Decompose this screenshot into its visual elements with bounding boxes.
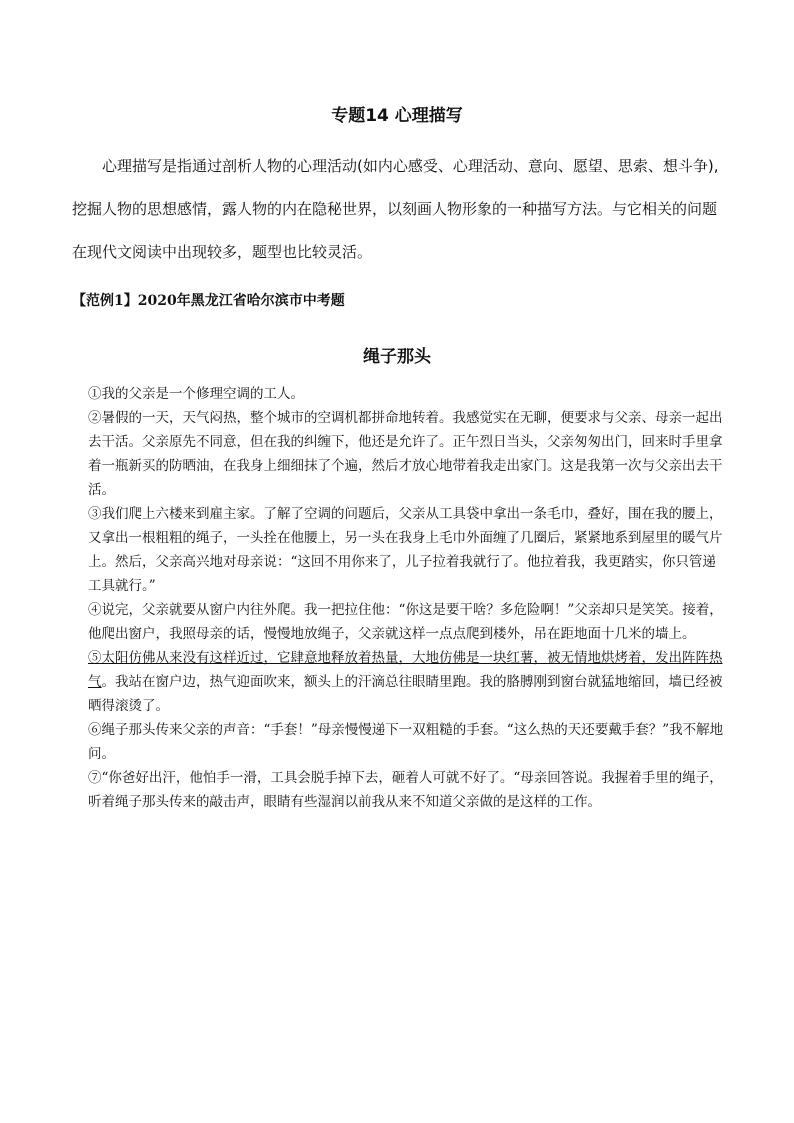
intro-paragraph: 心理描写是指通过剖析人物的心理活动(如内心感受、心理活动、意向、愿望、思索、想斗争),挖掘人物的思想感情，露人物的内在隐秘世界，以刻画人物形象的一种描写方法。与它相关的问题在现代文阅读中出现较多，题型也比较灵活。 <box>72 157 719 261</box>
example-label: 【范例1】2020年黑龙江省哈尔滨市中考题 <box>72 293 345 309</box>
story-paragraph-4: ④说完，父亲就要从窗户内往外爬。我一把拉住他：“你这是要干啥？多危险啊！”父亲却只是笑笑。接着，他爬出窗户，我照母亲的话，慢慢地放绳子，父亲就这样一点点爬到楼外，吊在距地面十几米的墙上。 <box>88 602 723 642</box>
story-paragraph-3: ③我们爬上六楼来到雇主家。了解了空调的问题后，父亲从工具袋中拿出一条毛巾，叠好，围在我的腰上，又拿出一根粗粗的绳子，一头拴在他腰上，另一头在我身上毛巾外面缠了几圈后，紧紧地系到屋里的暖气片上。然后，父亲高兴地对母亲说：“这回不用你来了，儿子拉着我就行了。他拉着我，我更踏实，你只管递工具就行。” <box>88 506 723 594</box>
story-paragraph-1: ①我的父亲是一个修理空调的工人。 <box>88 386 304 402</box>
story-body <box>88 382 724 814</box>
document-title: 专题14 心理描写 <box>331 106 463 126</box>
story-title: 绳子那头 <box>363 347 431 367</box>
story-paragraph-2: ②暑假的一天，天气闷热，整个城市的空调机都拼命地转着。我感觉实在无聊，便要求与父亲、母亲一起出去干活。父亲原先不同意，但在我的纠缠下，他还是允许了。正午烈日当头，父亲匆匆出门，回来时手里拿着一瓶新买的防晒油，在我身上细细抹了个遍，然后才放心地带着我走出家门。这是我第一次与父亲出去干活。 <box>88 410 723 498</box>
story-paragraph-7: ⑦“你爸好出汗，他怕手一滑，工具会脱手掉下去，砸着人可就不好了。“母亲回答说。我握着手里的绳子，听着绳子那头传来的敲击声，眼睛有些湿润以前我从来不知道父亲做的是这样的工作。 <box>88 770 723 810</box>
story-paragraph-6: ⑥绳子那头传来父亲的声音：“手套！”母亲慢慢递下一双粗糙的手套。“这么热的天还要戴手套？”我不解地问。 <box>88 722 724 762</box>
underlined-sentence: ⑤太阳仿佛从来没有这样近过，它肆意地释放着热量，大地仿佛是一块红薯，被无情地烘烤着，发出阵阵热气 <box>88 650 723 690</box>
paragraph-5-rest: 。我站在窗户边，热气迎面吹来，额头上的汗滴总往眼睛里跑。我的胳膊刚到窗台就猛地缩回，墙已经被晒得滚烫了。 <box>88 674 723 714</box>
story-paragraph-5 <box>88 646 724 718</box>
